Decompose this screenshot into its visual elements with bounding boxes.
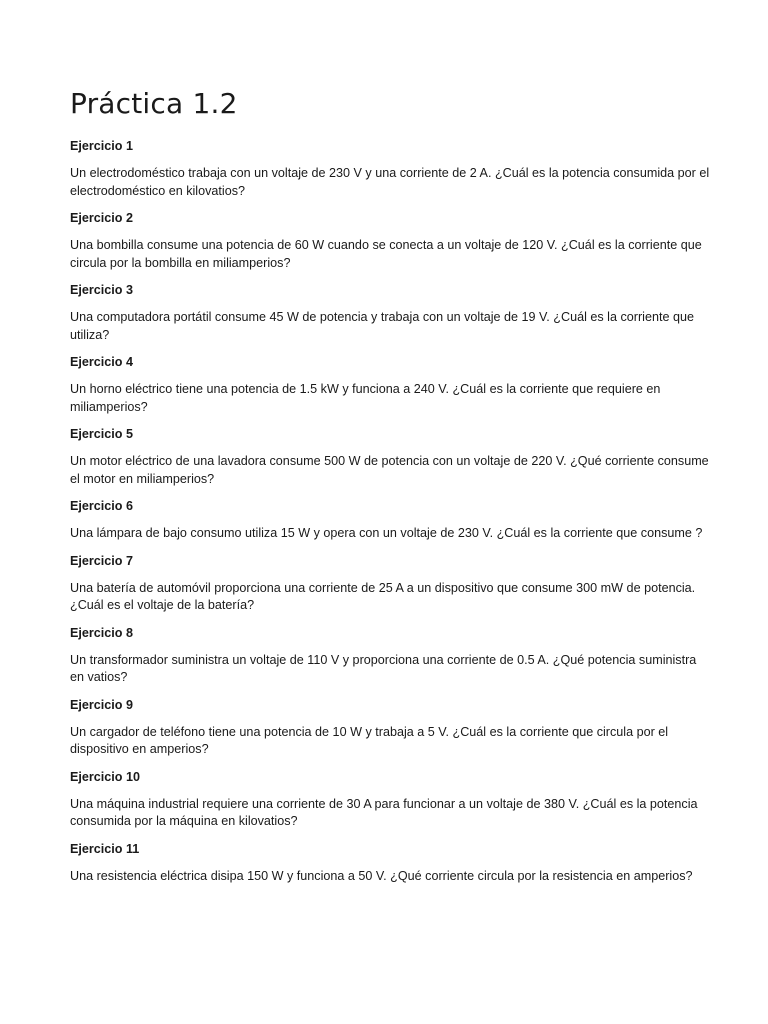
exercise-text: Un transformador suministra un voltaje de 110 V y proporciona una corriente de 0.5 A. ¿Qué potencia suministra en vatios? — [70, 652, 697, 684]
exercise-text: Una lámpara de bajo consumo utiliza 15 W y opera con un voltaje de 230 V. ¿Cuál es la corriente que consume ? — [70, 526, 703, 540]
exercise-text: Una computadora portátil consume 45 W de potencia y trabaja con un voltaje de 19 V. ¿Cuál es la corriente que utiliza? — [70, 310, 694, 342]
exercise-6 — [70, 498, 710, 543]
exercise-10 — [70, 769, 710, 831]
exercise-5 — [70, 426, 710, 488]
exercise-text: Un electrodoméstico trabaja con un voltaje de 230 V y una corriente de 2 A. ¿Cuál es la potencia consumida por el electrodoméstico en kilovatios? — [70, 166, 710, 198]
exercise-text: Un motor eléctrico de una lavadora consume 500 W de potencia con un voltaje de 220 V. ¿Qué corriente consume el motor en miliamperios? — [70, 454, 709, 486]
exercise-8 — [70, 625, 710, 687]
exercise-11 — [70, 841, 710, 886]
document-page — [70, 84, 710, 895]
exercise-2 — [70, 210, 710, 272]
exercise-heading: Ejercicio 4 — [70, 355, 134, 369]
exercise-1 — [70, 138, 710, 200]
exercise-heading: Ejercicio 8 — [70, 625, 134, 640]
exercise-heading: Ejercicio 2 — [70, 211, 134, 225]
exercise-heading: Ejercicio 3 — [70, 283, 134, 297]
exercise-heading: Ejercicio 6 — [70, 499, 134, 513]
exercise-text: Una batería de automóvil proporciona una corriente de 25 A a un dispositivo que consume 300 mW de potencia. ¿Cuál es el voltaje de la batería? — [70, 580, 696, 612]
exercise-heading: Ejercicio 1 — [70, 139, 134, 153]
exercise-text: Un cargador de teléfono tiene una potencia de 10 W y trabaja a 5 V. ¿Cuál es la corriente que circula por el dispositivo en amperios? — [70, 724, 669, 756]
exercise-heading: Ejercicio 10 — [70, 769, 141, 784]
exercise-heading: Ejercicio 9 — [70, 697, 134, 712]
exercise-text: Una máquina industrial requiere una corriente de 30 A para funcionar a un voltaje de 380 V. ¿Cuál es la potencia consumida por la máquina en kilovatios? — [70, 796, 698, 828]
exercise-3 — [70, 282, 710, 344]
exercise-text: Una bombilla consume una potencia de 60 W cuando se conecta a un voltaje de 120 V. ¿Cuál es la corriente que circula por la bombilla en miliamperios? — [70, 238, 702, 270]
page-title: Práctica 1.2 — [70, 87, 238, 120]
exercise-heading: Ejercicio 11 — [70, 841, 140, 856]
exercise-9 — [70, 697, 710, 759]
exercise-text: Un horno eléctrico tiene una potencia de 1.5 kW y funciona a 240 V. ¿Cuál es la corriente que requiere en miliamperios? — [70, 382, 661, 414]
exercise-4 — [70, 354, 710, 416]
exercise-7 — [70, 553, 710, 615]
exercise-heading: Ejercicio 5 — [70, 427, 134, 441]
exercise-text: Una resistencia eléctrica disipa 150 W y funciona a 50 V. ¿Qué corriente circula por la resistencia en amperios? — [70, 868, 693, 883]
exercise-heading: Ejercicio 7 — [70, 553, 134, 568]
